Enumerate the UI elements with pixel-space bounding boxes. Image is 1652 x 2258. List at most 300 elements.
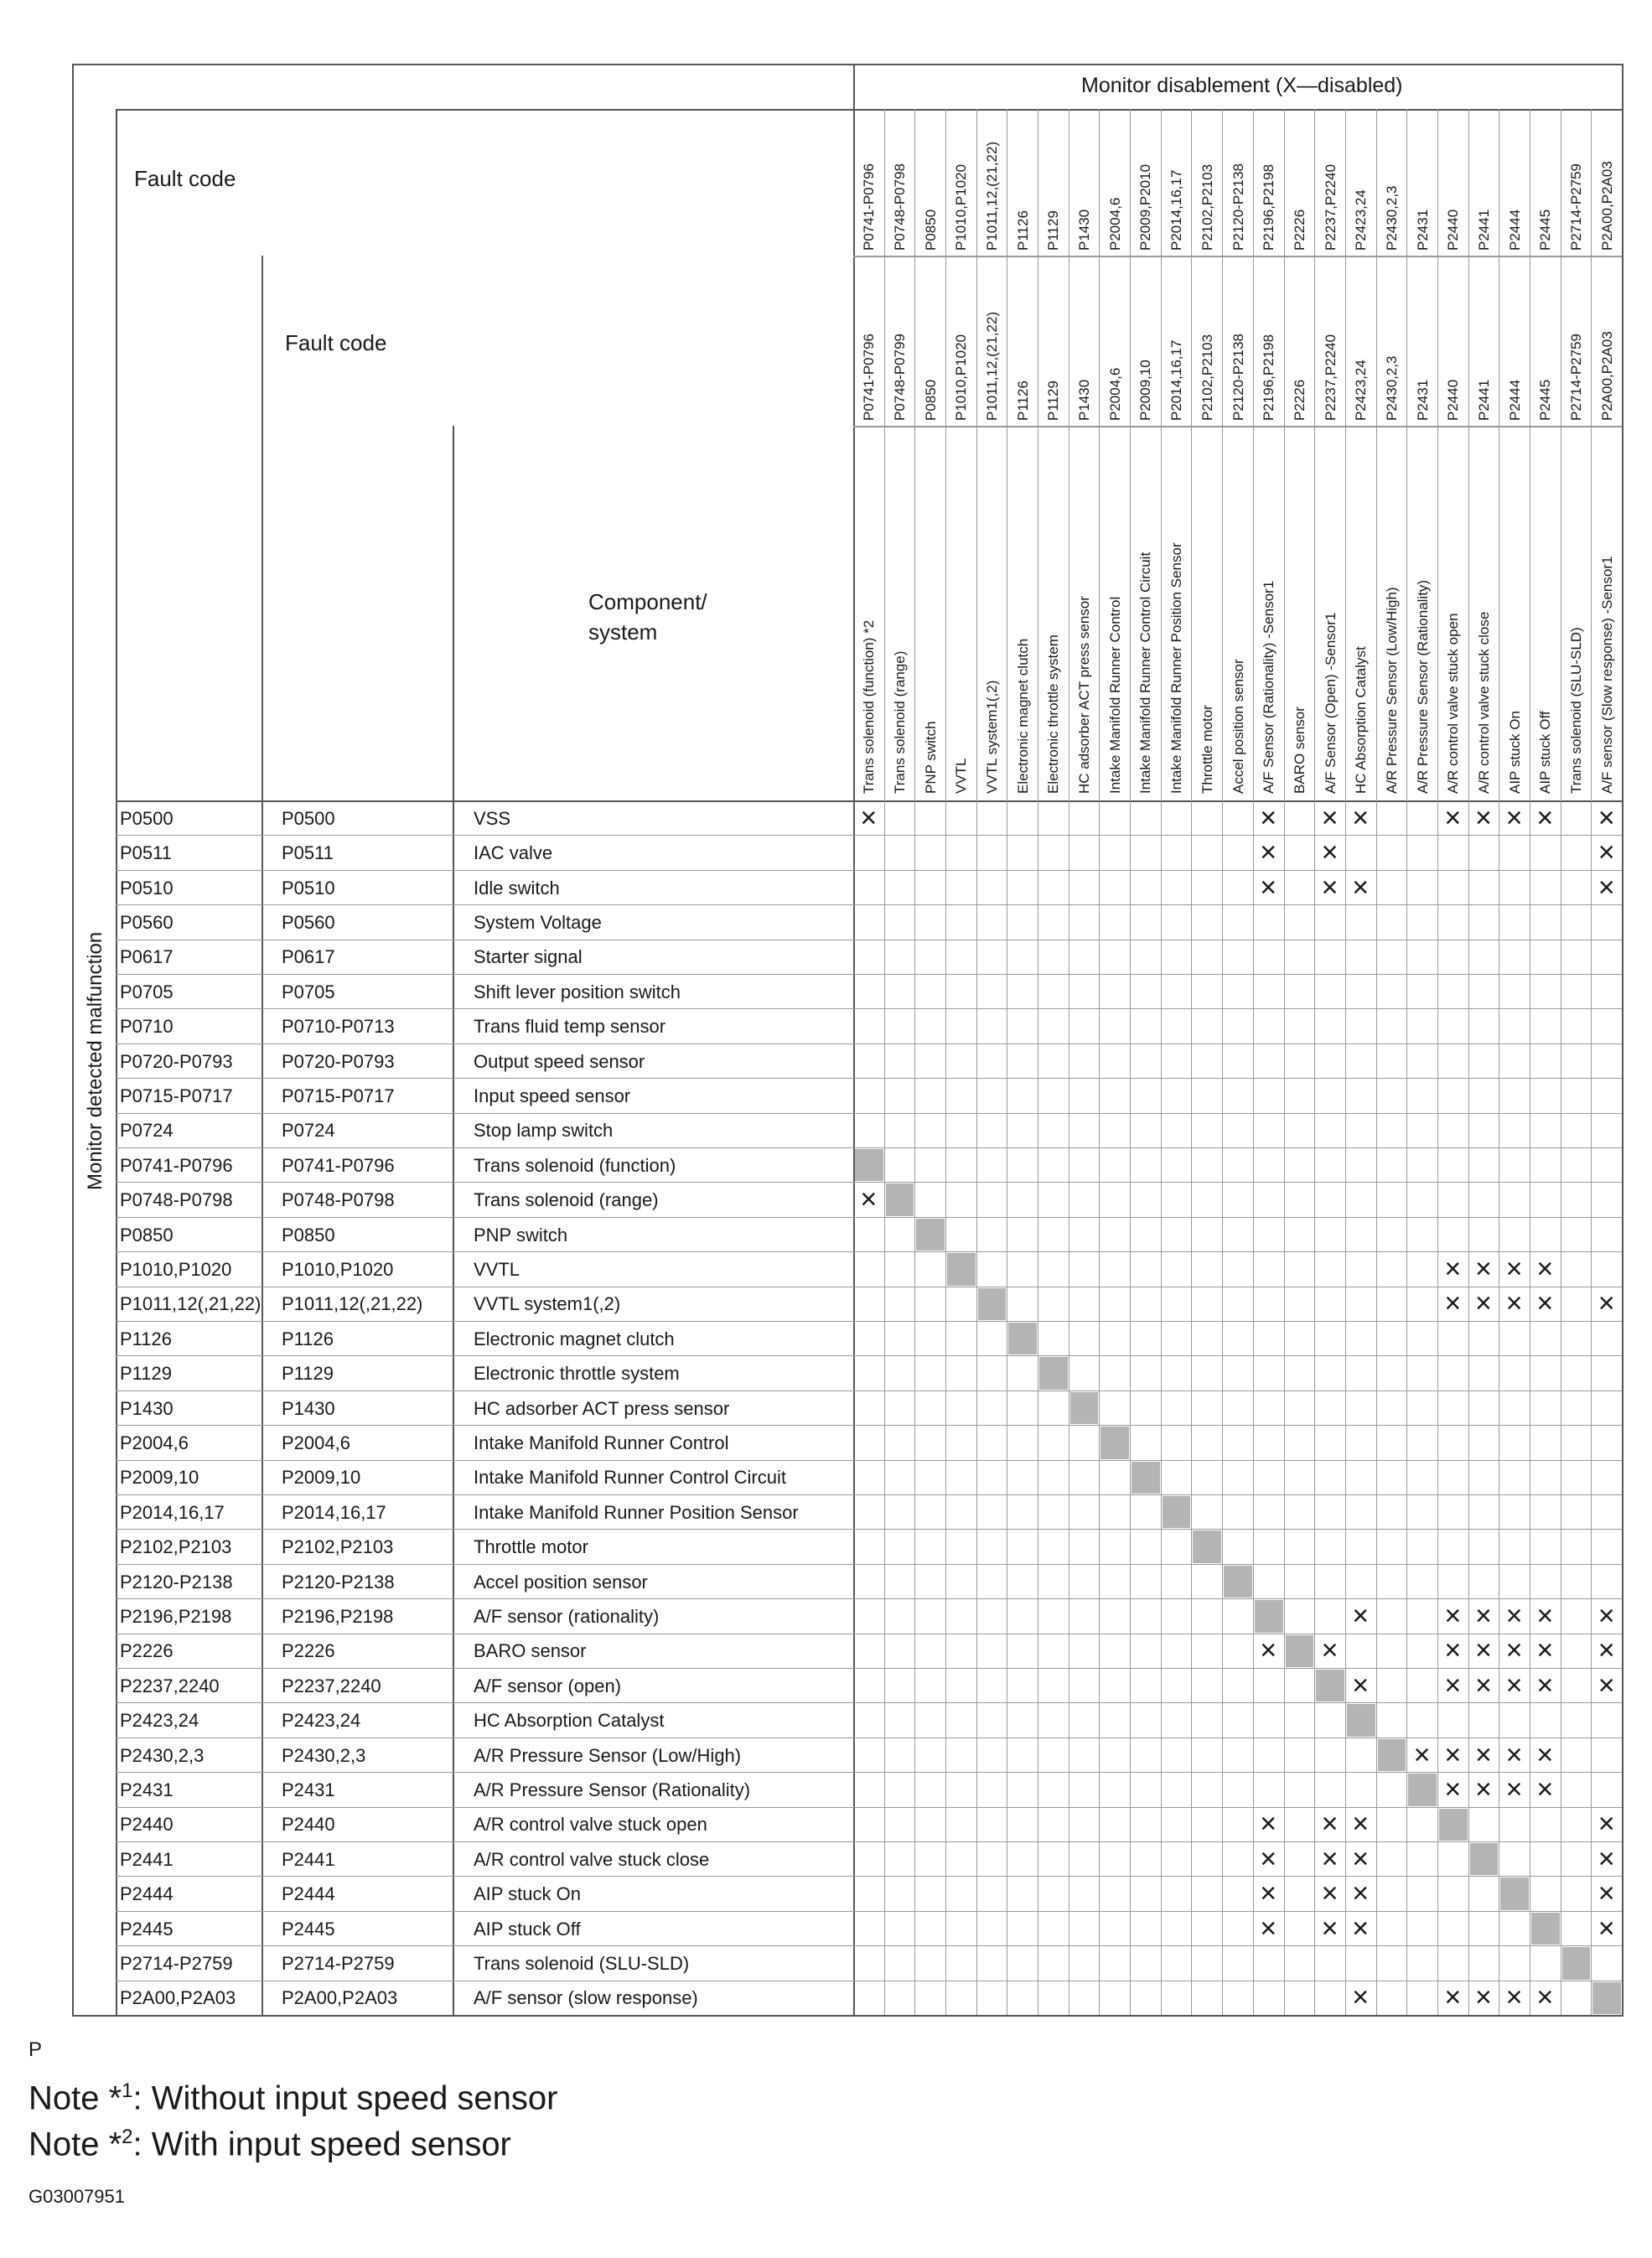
disabled-mark: × [1444,1287,1462,1320]
row-divider [116,1251,1622,1252]
column-component-name: HC adsorber ACT press sensor [1076,596,1093,794]
disabled-mark: × [1536,1773,1554,1805]
row-divider [116,974,1622,975]
row-divider [116,1460,1622,1461]
column-code-primary: P2714-P2759 [1567,163,1584,251]
disabled-mark: × [1475,1981,1492,2014]
self-reference-shade [947,1253,976,1285]
disabled-mark: × [1475,801,1492,834]
row-fault-code-secondary: P1011,12(,21,22) [282,1293,423,1315]
header-divider [116,109,1622,111]
disabled-mark: × [1321,1877,1339,1910]
disabled-mark: × [1352,871,1370,904]
column-divider [945,109,946,2015]
disabled-mark: × [1321,836,1339,869]
row-component-name: AIP stuck On [474,1883,581,1905]
row-fault-code-secondary: P0720-P0793 [282,1050,395,1072]
row-fault-code-primary: P1126 [120,1328,172,1349]
row-fault-code-secondary: P2431 [282,1779,335,1800]
row-fault-code-primary: P1129 [120,1363,172,1385]
fault-code-header-primary: Fault code [134,166,236,191]
note-1 [28,2069,557,2121]
column-code-secondary: P0850 [922,379,939,421]
row-fault-code-secondary: P0500 [282,807,335,829]
disabled-mark: × [1536,801,1554,834]
row-fault-code-secondary: P2423,24 [282,1710,361,1732]
row-divider [116,1911,1622,1912]
note-2-superscript: 2 [122,2126,133,2148]
row-component-name: A/F sensor (rationality) [474,1605,660,1627]
disabled-mark: × [1536,1287,1554,1320]
disabled-mark: × [1444,1738,1462,1771]
disabled-mark: × [1505,1773,1523,1805]
row-fault-code-secondary: P0748-P0798 [282,1189,395,1211]
row-fault-code-primary: P0850 [120,1224,173,1246]
disabled-mark: × [1352,1808,1370,1841]
column-code-primary: P1011,12,(21,22) [984,141,1001,251]
figure-id: G03007951 [28,2186,125,2207]
column-component-name: Electronic magnet clutch [1014,638,1031,794]
column-component-name: Throttle motor [1199,705,1215,794]
monitor-disablement-title: Monitor disablement (X—disabled) [1081,74,1403,97]
column-code-primary: P0748-P0798 [892,163,909,251]
row-component-name: Accel position sensor [474,1571,648,1593]
column-component-name: Intake Manifold Runner Control Circuit [1137,552,1154,794]
disabled-mark: × [1475,1252,1492,1285]
row-divider [116,1807,1622,1808]
note-1-prefix: Note * [28,2079,122,2117]
self-reference-shade [1008,1323,1037,1354]
row-fault-code-primary: P1430 [120,1397,173,1419]
column-component-name: VVTL [953,758,970,794]
component-header-line1: Component/ [588,589,707,614]
column-code-secondary: P1430 [1076,379,1093,421]
row-fault-code-primary: P2431 [120,1779,173,1800]
column-code-secondary: P2004,6 [1106,367,1123,421]
column-divider [1222,109,1223,2015]
column-component-name: A/F Sensor (Rationality) -Sensor1 [1261,580,1277,794]
disabled-mark: × [1444,1981,1462,2014]
disabled-mark: × [1260,1842,1277,1875]
column-code-secondary: P2120-P2138 [1230,334,1246,421]
column-divider [1591,109,1592,2015]
disabled-mark: × [1505,1634,1523,1667]
column-divider [1284,109,1285,2015]
column-component-name: A/R control valve stuck close [1475,611,1492,794]
column-divider [1345,109,1346,2015]
disabled-mark: × [1352,1842,1370,1875]
table-border-top [72,64,1622,65]
self-reference-shade [1592,1982,1621,2014]
row-fault-code-primary: P0724 [120,1120,173,1142]
fault-code-header-secondary: Fault code [285,330,387,355]
self-reference-shade [1039,1357,1068,1389]
column-divider [1099,109,1100,2015]
column-code-secondary: P2445 [1537,379,1554,421]
disabled-mark: × [1598,1877,1615,1910]
row-component-name: IAC valve [474,842,553,864]
row-divider [116,1668,1622,1669]
disabled-mark: × [1598,1634,1615,1667]
disabled-mark: × [1598,801,1615,834]
column-component-name: VVTL system1(,2) [984,680,1001,794]
table-border-bottom [72,2015,1622,2017]
disabled-mark: × [1444,801,1462,834]
row-fault-code-secondary: P0511 [282,842,334,864]
disabled-mark: × [1321,871,1339,904]
row-fault-code-primary: P0710 [120,1016,173,1038]
column-component-name: PNP switch [922,721,939,794]
row-fault-code-secondary: P1430 [282,1397,335,1419]
row-fault-code-secondary: P0850 [282,1224,335,1246]
self-reference-shade [1500,1877,1529,1909]
disabled-mark: × [1444,1634,1462,1667]
column-divider [453,426,454,2015]
disabled-mark: × [1536,1252,1554,1285]
disabled-mark: × [1321,1634,1339,1667]
disabled-mark: × [1475,1634,1492,1667]
column-divider [262,256,263,2015]
row-component-name: Throttle motor [474,1536,588,1558]
row-fault-code-secondary: P0741-P0796 [282,1154,395,1176]
column-component-name: A/F Sensor (Open) -Sensor1 [1322,612,1339,794]
disabled-mark: × [1321,1808,1339,1841]
row-component-name: Intake Manifold Runner Position Sensor [474,1501,799,1523]
row-divider [116,1876,1622,1877]
disabled-mark: × [1260,1877,1277,1910]
note-2-prefix: Note * [28,2126,122,2163]
row-fault-code-primary: P2440 [120,1814,173,1836]
column-code-primary: P2444 [1506,209,1523,251]
row-component-name: Input speed sensor [474,1085,631,1106]
column-code-primary: P2120-P2138 [1230,163,1246,251]
row-fault-code-primary: P2226 [120,1640,173,1662]
column-divider [1314,109,1315,2015]
disabled-mark: × [1598,871,1615,904]
row-fault-code-secondary: P0617 [282,946,335,968]
row-component-name: Intake Manifold Runner Control [474,1432,729,1453]
row-divider [116,835,1622,836]
row-component-name: VVTL [474,1258,520,1280]
row-divider [116,1008,1622,1009]
column-code-secondary: P2444 [1506,379,1523,421]
disabled-mark: × [1536,1738,1554,1771]
disabled-mark: × [1505,1599,1523,1632]
disabled-mark: × [1260,801,1277,834]
row-fault-code-secondary: P1129 [282,1363,334,1385]
column-code-primary: P2009,P2010 [1137,163,1154,251]
disabled-mark: × [1536,1634,1554,1667]
column-code-secondary: P2102,P2103 [1199,334,1215,421]
disabled-mark: × [1444,1669,1462,1701]
column-divider [853,64,855,2015]
disabled-mark: × [1505,801,1523,834]
note-2 [28,2115,511,2167]
column-code-secondary: P2431 [1414,379,1431,421]
column-code-secondary: P2A00,P2A03 [1598,331,1615,421]
disabled-mark: × [1260,1634,1277,1667]
column-divider [1161,109,1162,2015]
row-component-name: PNP switch [474,1224,568,1246]
column-code-primary: P2440 [1445,209,1462,251]
column-code-primary: P1126 [1014,210,1031,251]
column-component-name: Intake Manifold Runner Control [1106,596,1123,794]
column-code-primary: P2423,24 [1353,189,1370,251]
column-code-secondary: P1129 [1045,381,1062,421]
disabled-mark: × [1598,1669,1615,1701]
column-code-primary: P1430 [1076,209,1093,251]
disabled-mark: × [1260,871,1277,904]
column-component-name: AIP stuck Off [1537,711,1554,794]
column-component-name: Trans solenoid (function) *2 [861,619,878,794]
column-code-primary: P1010,P1020 [953,163,970,251]
disabled-mark: × [1352,1912,1370,1945]
self-reference-shade [1163,1496,1191,1528]
disabled-mark: × [1598,1842,1615,1875]
disabled-mark: × [860,801,878,834]
row-divider [116,870,1622,871]
row-fault-code-primary: P0705 [120,981,173,1002]
disabled-mark: × [1260,1912,1277,1945]
row-component-name: BARO sensor [474,1640,587,1662]
column-code-secondary: P0741-P0796 [861,334,878,421]
row-fault-code-primary: P2014,16,17 [120,1501,225,1523]
column-divider [1191,109,1192,2015]
disabled-mark: × [1475,1773,1492,1805]
disabled-mark: × [1505,1287,1523,1320]
column-code-primary: P0850 [922,209,939,251]
column-component-name: HC Absorption Catalyst [1353,646,1370,794]
row-fault-code-primary: P2445 [120,1918,173,1939]
column-component-name: Electronic throttle system [1045,634,1062,794]
column-code-secondary: P1010,P1020 [953,334,970,421]
row-fault-code-primary: P2120-P2138 [120,1571,233,1593]
component-header-line2: system [588,619,658,645]
column-divider [1406,109,1407,2015]
row-fault-code-secondary: P2014,16,17 [282,1501,386,1523]
column-code-secondary: P1126 [1014,381,1031,421]
column-component-name: AIP stuck On [1506,711,1523,794]
self-reference-shade [1470,1843,1499,1875]
disabled-mark: × [1536,1981,1554,2014]
row-divider [116,1529,1622,1530]
disabled-mark: × [1505,1252,1523,1285]
disabled-mark: × [1352,1599,1370,1632]
column-code-secondary: P2423,24 [1353,360,1370,421]
row-divider [116,1147,1622,1148]
disabled-mark: × [1536,1669,1554,1701]
row-fault-code-primary: P0510 [120,877,173,899]
row-component-name: AIP stuck Off [474,1918,581,1939]
column-code-secondary: P2430,2,3 [1383,355,1400,421]
table-border-left [72,64,74,2015]
row-component-name: Idle switch [474,877,560,899]
row-component-name: A/R Pressure Sensor (Low/High) [474,1744,742,1766]
column-code-secondary: P1011,12,(21,22) [984,311,1001,421]
column-component-name: BARO sensor [1291,707,1308,794]
row-fault-code-primary: P2196,P2198 [120,1605,232,1627]
row-component-name: Electronic throttle system [474,1363,680,1385]
column-code-primary: P1129 [1045,210,1062,251]
column-divider [1130,109,1131,2015]
row-fault-code-secondary: P1126 [282,1328,334,1349]
row-component-name: A/R control valve stuck open [474,1814,707,1836]
column-code-secondary: P0748-P0799 [892,334,909,421]
row-fault-code-secondary: P2102,P2103 [282,1536,394,1558]
row-fault-code-secondary: P2120-P2138 [282,1571,395,1593]
column-code-primary: P2430,2,3 [1383,185,1400,251]
self-reference-shade [1286,1635,1314,1667]
disabled-mark: × [1352,1877,1370,1910]
disabled-mark: × [1321,801,1339,834]
column-code-secondary: P2014,16,17 [1168,339,1185,421]
column-code-primary: P2196,P2198 [1261,163,1277,251]
disabled-mark: × [1475,1599,1492,1632]
disabled-mark: × [1444,1599,1462,1632]
row-divider [116,1217,1622,1218]
column-code-primary: P0741-P0796 [861,163,878,251]
row-divider [116,1494,1622,1495]
disabled-mark: × [1598,836,1615,869]
column-code-primary: P2A00,P2A03 [1598,161,1615,251]
row-divider [116,1355,1622,1356]
self-reference-shade [1100,1427,1129,1458]
row-fault-code-secondary: P2009,10 [282,1467,361,1489]
disabled-mark: × [1536,1599,1554,1632]
row-fault-code-secondary: P2237,2240 [282,1675,381,1696]
note-2-text: : With input speed sensor [132,2126,511,2163]
column-code-secondary: P2714-P2759 [1567,334,1584,421]
column-component-name: A/F sensor (Slow response) -Sensor1 [1598,556,1615,794]
disabled-mark: × [1598,1912,1615,1945]
row-fault-code-secondary: P0510 [282,877,335,899]
row-component-name: Stop lamp switch [474,1120,614,1142]
disabled-mark: × [1352,1669,1370,1701]
row-component-name: Shift lever position switch [474,981,681,1002]
p-label: P [28,2038,43,2061]
disabled-mark: × [1321,1842,1339,1875]
row-fault-code-primary: P2A00,P2A03 [120,1987,236,2009]
row-fault-code-secondary: P2430,2,3 [282,1744,366,1766]
row-component-name: Electronic magnet clutch [474,1328,675,1349]
row-fault-code-secondary: P0715-P0717 [282,1085,395,1106]
disabled-mark: × [1475,1669,1492,1701]
column-component-name: Trans solenoid (SLU-SLD) [1567,627,1584,794]
row-divider [116,1945,1622,1946]
column-component-name: Accel position sensor [1230,659,1246,794]
column-divider [1253,109,1254,2015]
row-divider [116,1425,1622,1426]
row-fault-code-secondary: P2196,P2198 [282,1605,394,1627]
row-divider [116,1113,1622,1114]
self-reference-shade [1378,1739,1406,1771]
component-system-header [588,587,707,647]
disabled-mark: × [1260,836,1277,869]
row-divider [116,1841,1622,1842]
disabled-mark: × [1444,1252,1462,1285]
row-component-name: HC Absorption Catalyst [474,1710,665,1732]
column-divider [914,109,915,2015]
row-component-name: A/F sensor (open) [474,1675,622,1696]
self-reference-shade [1316,1670,1344,1701]
row-fault-code-secondary: P0560 [282,911,335,933]
row-fault-code-primary: P1011,12(,21,22) [120,1293,262,1315]
self-reference-shade [1224,1566,1252,1598]
column-code-secondary: P2440 [1445,379,1462,421]
row-fault-code-primary: P2004,6 [120,1432,189,1453]
self-reference-shade [1070,1392,1099,1424]
column-component-name: A/R control valve stuck open [1445,613,1462,794]
column-code-primary: P2004,6 [1106,197,1123,251]
column-code-primary: P2237,P2240 [1322,163,1339,251]
row-fault-code-secondary: P2445 [282,1918,335,1939]
disabled-mark: × [1352,801,1370,834]
disabled-mark: × [1321,1912,1339,1945]
row-fault-code-primary: P1010,P1020 [120,1258,232,1280]
row-fault-code-primary: P0741-P0796 [120,1154,233,1176]
row-fault-code-primary: P0511 [120,842,172,864]
header-divider [853,256,1622,257]
column-code-secondary: P2009,10 [1137,360,1154,421]
row-fault-code-secondary: P0724 [282,1120,335,1142]
row-fault-code-primary: P2102,P2103 [120,1536,232,1558]
row-fault-code-primary: P2444 [120,1883,173,1905]
row-fault-code-primary: P0715-P0717 [120,1085,233,1106]
self-reference-shade [978,1288,1007,1320]
self-reference-shade [1347,1704,1375,1736]
row-divider [116,904,1622,905]
column-component-name: A/R Pressure Sensor (Low/High) [1383,587,1400,794]
row-fault-code-primary: P2423,24 [120,1710,199,1732]
column-divider [116,109,117,2015]
row-component-name: HC adsorber ACT press sensor [474,1397,730,1419]
row-fault-code-secondary: P1010,P1020 [282,1258,394,1280]
column-divider [1376,109,1377,2015]
row-fault-code-secondary: P2004,6 [282,1432,350,1453]
row-divider [116,1078,1622,1079]
disabled-mark: × [1598,1808,1615,1841]
row-fault-code-primary: P0720-P0793 [120,1050,233,1072]
column-divider [1437,109,1438,2015]
row-divider [116,1772,1622,1773]
column-code-primary: P2226 [1291,209,1308,251]
column-code-primary: P2445 [1537,209,1554,251]
row-divider [116,1702,1622,1703]
disabled-mark: × [1505,1981,1523,2014]
row-component-name: A/F sensor (slow response) [474,1987,698,2009]
row-component-name: VVTL system1(,2) [474,1293,621,1315]
column-code-secondary: P2226 [1291,379,1308,421]
row-fault-code-primary: P2009,10 [120,1467,199,1489]
row-divider [116,1321,1622,1322]
row-fault-code-secondary: P0705 [282,981,335,1002]
self-reference-shade [1408,1774,1437,1805]
column-code-primary: P2102,P2103 [1199,163,1215,251]
disabled-mark: × [1352,1981,1370,2014]
self-reference-shade [1562,1947,1591,1979]
self-reference-shade [855,1149,883,1181]
row-fault-code-primary: P2441 [120,1848,173,1870]
disabled-mark: × [1475,1287,1492,1320]
column-code-primary: P2014,16,17 [1168,169,1185,251]
row-fault-code-secondary: P2226 [282,1640,335,1662]
row-fault-code-primary: P2714-P2759 [120,1952,233,1974]
row-fault-code-primary: P2237,2240 [120,1675,220,1696]
disabled-mark: × [1505,1669,1523,1701]
column-component-name: Intake Manifold Runner Position Sensor [1168,542,1185,794]
disabled-mark: × [1260,1808,1277,1841]
row-component-name: Trans solenoid (function) [474,1154,676,1176]
